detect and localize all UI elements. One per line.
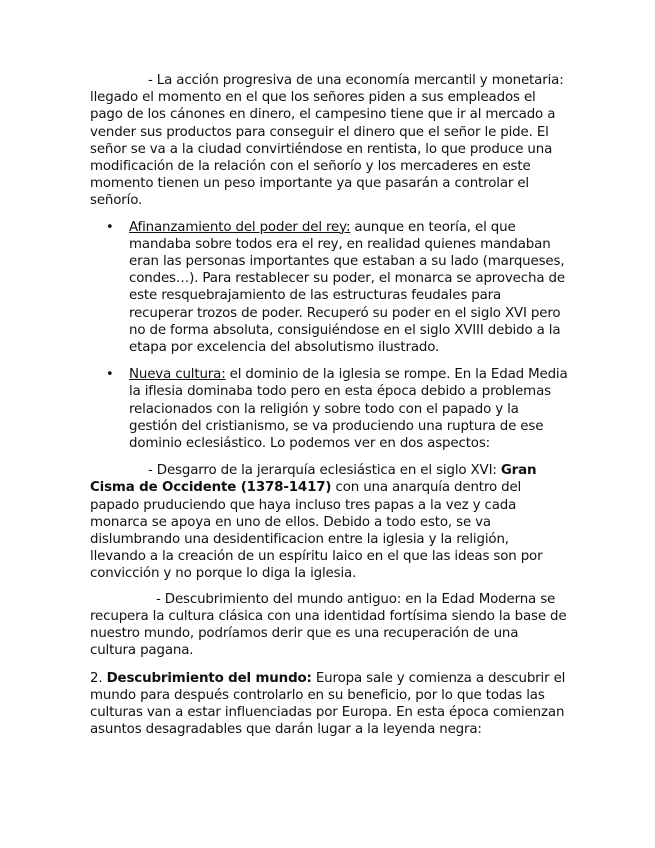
- cisma-bold-title: Gran Cisma de Occidente (1378-1417): [90, 463, 537, 496]
- bullet-text-poder-rey: aunque en teoría, el que mandaba sobre todos era el rey, en realidad quienes mandaban eran las personas importantes que estaban a su lado (marqueses, condes…). Para restablecer su poder, el monarca se aprovecha de este resquebrajamiento de las estructuras feudales para recuperar trozos de poder. Recuperó su poder en el siglo XVI pero no de forma absoluta, consiguiéndose en el siglo XVIII debido a la etapa por excelencia del absolutismo ilustrado.: [129, 219, 565, 356]
- section-text: Europa sale y comienza a descubrir el mundo para después controlarlo en su beneficio, por lo que todas las culturas van a estar influenciadas por Europa. En esta época comienzan asuntos desagradables que darán lugar a la leyenda negra:: [90, 670, 566, 738]
- cisma-text: con una anarquía dentro del papado pruduciendo que haya incluso tres papas a la vez y cada monarca se apoya en uno de ellos. Debido a todo esto, se va dislumbrando una desidentificacion entre la iglesia y la religión, llevando a la creación de un espíritu laico en el que las ideas son por convicción y no porque lo diga la iglesia.: [90, 480, 543, 582]
- bullet-text-nueva-cultura: el dominio de la iglesia se rompe. En la Edad Media la iflesia dominaba todo pero en esta época debido a problemas relacionados con la religión y sobre todo con el papado y la gestión del cristianismo, se va produciendo una ruptura de ese dominio eclesiástico. Lo podemos ver en dos aspectos:: [129, 367, 568, 452]
- paragraph-mundo-antiguo: - Descubrimiento del mundo antiguo: en la Edad Moderna se recupera la cultura clásica con una identidad fortísima siendo la base de nuestro mundo, podríamos derir que es una recuperación de una cultura pagana.: [90, 591, 567, 659]
- bullet-item-poder-rey: [106, 219, 568, 357]
- bullet-list: [90, 219, 568, 453]
- bullet-item-nueva-cultura: [106, 366, 568, 452]
- section-bold-title: Descubrimiento del mundo:: [106, 670, 312, 686]
- cisma-lead: - Desgarro de la jerarquía eclesiástica en el siglo XVI:: [148, 463, 501, 479]
- bullet-title-nueva-cultura: Nueva cultura:: [129, 367, 226, 383]
- section-number: 2.: [90, 670, 107, 686]
- bullet-icon: •: [106, 219, 114, 235]
- paragraph-gran-cisma: [90, 462, 568, 582]
- document-page: [90, 72, 568, 738]
- paragraph-economia-mercantil: - La acción progresiva de una economía mercantil y monetaria: llegado el momento en el que los señores piden a sus empleados el pago de los cánones en dinero, el campesino tiene que ir al mercado a vender sus productos para conseguir el dinero que el señor le pide. El señor se va a la ciudad convirtiéndose en rentista, lo que produce una modificación de la relación con el señorío y los mercaderes en este momento tienen un peso importante ya que pasarán a controlar el señorío.: [90, 73, 564, 209]
- paragraph-descubrimiento-mundo: [90, 670, 568, 739]
- bullet-title-poder-rey: Afinanzamiento del poder del rey:: [129, 219, 351, 235]
- bullet-icon: •: [106, 367, 114, 383]
